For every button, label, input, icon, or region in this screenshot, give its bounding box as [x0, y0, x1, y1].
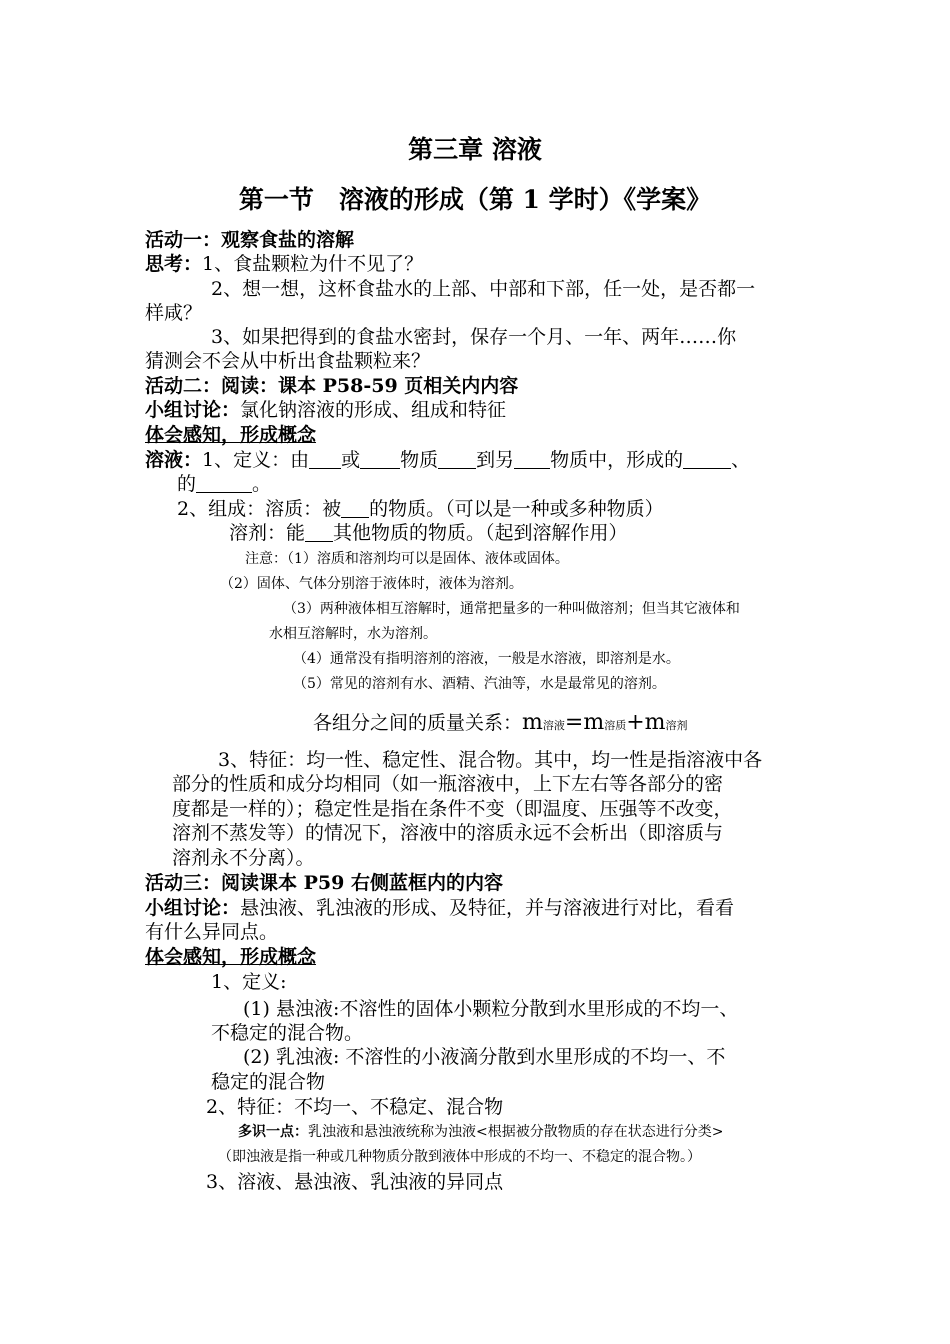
mass-label: 各组分之间的质量关系：	[313, 712, 523, 734]
blank-1[interactable]	[309, 450, 341, 469]
sub-solvent: 溶剂	[665, 719, 688, 732]
compare-heading: 3、溶液、悬浊液、乳浊液的异同点	[206, 1171, 504, 1193]
note-2: （2）固体、气体分别溶于液体时，液体为溶剂。	[220, 576, 523, 592]
blank-6[interactable]	[196, 474, 252, 493]
solvent-text-b: 其他物质的物质。（起到溶解作用）	[333, 522, 628, 544]
composition-line	[177, 497, 664, 521]
question-2-line1: 2、想一想，这杯食盐水的上部、中部和下部，任一处，是否都一	[211, 278, 756, 300]
discuss-line-3b: 有什么异同点。	[145, 921, 279, 943]
definition-line2	[177, 472, 271, 496]
discuss-text: 氯化钠溶液的形成、组成和特征	[240, 399, 507, 421]
def-text-5: 物质中，形成的	[550, 449, 684, 471]
feature-line1: 3、特征：均一性、稳定性、混合物。其中，均一性是指溶液中各	[218, 749, 763, 771]
think-label: 思考：	[145, 253, 203, 275]
feature-line3: 度都是一样的）；稳定性是指在条件不变（即温度、压强等不改变，	[172, 798, 733, 820]
m-solution: m	[522, 710, 543, 735]
def-text-3: 物质	[400, 449, 439, 471]
blank-3[interactable]	[438, 450, 476, 469]
plus-sign: +	[626, 710, 645, 735]
activity1-heading: 活动一：观察食盐的溶解	[145, 229, 355, 251]
blank-4[interactable]	[514, 450, 550, 469]
concept-heading-2: 体会感知，形成概念	[145, 946, 317, 968]
sub-solute: 溶质	[604, 719, 627, 732]
suspension-line1: (1) 悬浊液:不溶性的固体小颗粒分散到水里形成的不均一、	[243, 998, 739, 1020]
blank-7[interactable]	[341, 499, 369, 518]
def-text-8: 。	[252, 473, 272, 495]
section-title: 第一节 溶液的形成（第 1 学时）《学案》	[238, 185, 712, 214]
chapter-title: 第三章 溶液	[408, 135, 542, 164]
comp-text-a: 2、组成：溶质：被	[177, 498, 342, 520]
note-5: （5）常见的溶剂有水、酒精、汽油等，水是最常见的溶剂。	[293, 676, 666, 692]
definition-line	[145, 448, 750, 472]
comp-text-b: 的物质。（可以是一种或多种物质）	[369, 498, 664, 520]
emulsion-line2: 稳定的混合物	[211, 1071, 326, 1093]
blank-5[interactable]	[683, 450, 731, 469]
def-text-1: 1、定义：由	[202, 449, 310, 471]
discuss-label: 小组讨论：	[145, 399, 241, 421]
blank-8[interactable]	[305, 523, 333, 542]
discuss-label-3: 小组讨论：	[145, 897, 241, 919]
discuss-line-2	[145, 398, 506, 422]
extra-note: （即浊液是指一种或几种物质分散到液体中形成的不均一、不稳定的混合物。）	[218, 1149, 701, 1165]
def-text-2: 或	[341, 449, 361, 471]
blank-2[interactable]	[360, 450, 400, 469]
mass-relation	[313, 711, 688, 738]
feature-turbid: 2、特征：不均一、不稳定、混合物	[206, 1096, 504, 1118]
extra-label: 多识一点：	[238, 1124, 308, 1140]
note-3-line1: （3）两种液体相互溶解时，通常把量多的一种叫做溶剂；但当其它液体和	[283, 601, 740, 617]
note-3-line2: 水相互溶解时，水为溶剂。	[269, 626, 437, 642]
feature-line2: 部分的性质和成分均相同（如一瓶溶液中，上下左右等各部分的密	[172, 773, 724, 795]
def-text-6: 、	[731, 449, 751, 471]
m-solute: m	[583, 710, 605, 735]
question-1: 1、食盐颗粒为什不见了？	[202, 253, 424, 275]
sub-solution: 溶液	[542, 719, 565, 732]
solvent-line	[229, 521, 628, 545]
definition-heading: 1、定义:	[211, 971, 287, 993]
question-3-line1: 3、如果把得到的食盐水密封，保存一个月、一年、两年……你	[211, 326, 737, 348]
question-2-line2: 样咸？	[145, 302, 203, 324]
note-1	[245, 549, 569, 569]
def-text-7: 的	[177, 473, 197, 495]
note-4: （4）通常没有指明溶剂的溶液，一般是水溶液，即溶剂是水。	[293, 651, 680, 667]
extra-knowledge	[238, 1122, 723, 1142]
suspension-line2: 不稳定的混合物。	[211, 1022, 364, 1044]
emulsion-line1: (2) 乳浊液: 不溶性的小液滴分散到水里形成的不均一、不	[243, 1046, 726, 1068]
think-line	[145, 252, 423, 276]
equals-sign: =	[564, 710, 584, 735]
def-text-4: 到另	[476, 449, 515, 471]
activity3-heading: 活动三：阅读课本 P59 右侧蓝框内的内容	[145, 872, 503, 894]
discuss-line-3	[145, 896, 734, 920]
solution-label: 溶液：	[145, 449, 203, 471]
note-1-text: （1）溶质和溶剂均可以是固体、液体或固体。	[287, 551, 569, 567]
discuss-text-3: 悬浊液、乳浊液的形成、及特征，并与溶液进行对比，看看	[240, 897, 735, 919]
concept-heading-1: 体会感知，形成概念	[145, 424, 317, 446]
note-label: 注意：	[245, 551, 287, 567]
activity2-heading: 活动二：阅读：课本 P58-59 页相关内内容	[145, 375, 519, 397]
m-solvent: m	[644, 710, 666, 735]
solvent-text-a: 溶剂：能	[229, 522, 306, 544]
question-3-line2: 猜测会不会从中析出食盐颗粒来？	[145, 350, 431, 372]
feature-line4: 溶剂不蒸发等）的情况下，溶液中的溶质永远不会析出（即溶质与	[172, 822, 724, 844]
extra-text: 乳浊液和悬浊液统称为浊液<根据被分散物质的存在状态进行分类>	[308, 1124, 724, 1140]
feature-line5: 溶剂永不分离）。	[172, 847, 315, 869]
